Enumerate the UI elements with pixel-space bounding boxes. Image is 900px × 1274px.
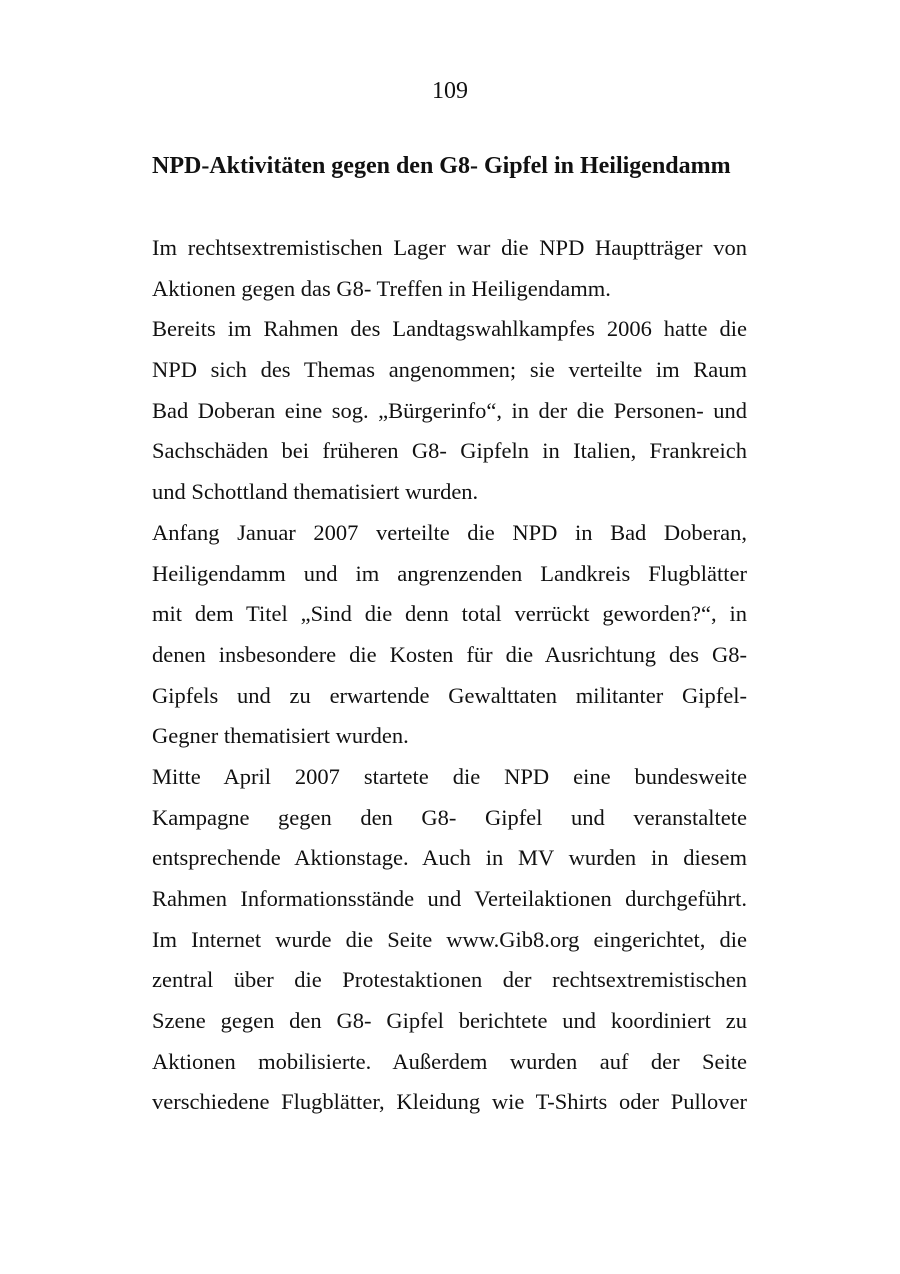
body-line: Anfang Januar 2007 verteilte die NPD in Bad Doberan, <box>152 519 747 545</box>
body-line: Aktionen gegen das G8- Treffen in Heiligendamm. <box>152 275 611 301</box>
body-line: NPD sich des Themas angenommen; sie verteilte im Raum <box>152 357 747 383</box>
body-line: zentral über die Protestaktionen der rechtsextremistischen <box>152 967 747 993</box>
body-line: Gipfels und zu erwartende Gewalttaten militanter Gipfel- <box>152 682 747 708</box>
body-text <box>152 228 747 1123</box>
body-line: und Schottland thematisiert wurden. <box>152 479 479 505</box>
body-line: Bad Doberan eine sog. „Bürgerinfo“, in der die Personen- und <box>152 397 747 423</box>
body-line: Im Internet wurde die Seite www.Gib8.org eingerichtet, die <box>152 926 747 952</box>
page-number: 109 <box>432 78 468 104</box>
body-line: Sachschäden bei früheren G8- Gipfeln in Italien, Frankreich <box>152 438 747 464</box>
body-line: Aktionen mobilisierte. Außerdem wurden auf der Seite <box>152 1048 747 1074</box>
body-line: Rahmen Informationsstände und Verteilaktionen durchgeführt. <box>152 886 747 911</box>
body-line: Heiligendamm und im angrenzenden Landkreis Flugblätter <box>152 560 747 586</box>
body-line: entsprechende Aktionstage. Auch in MV wurden in diesem <box>152 845 747 871</box>
body-line: Gegner thematisiert wurden. <box>152 723 409 749</box>
body-line: Kampagne gegen den G8- Gipfel und veranstaltete <box>152 804 747 830</box>
body-line: mit dem Titel „Sind die denn total verrückt geworden?“, in <box>152 601 747 627</box>
section-heading: NPD-Aktivitäten gegen den G8- Gipfel in Heiligendamm <box>152 153 731 179</box>
body-line: denen insbesondere die Kosten für die Ausrichtung des G8- <box>152 641 747 667</box>
body-line: verschiedene Flugblätter, Kleidung wie T-Shirts oder Pullover <box>152 1089 747 1115</box>
body-line: Im rechtsextremistischen Lager war die NPD Hauptträger von <box>152 235 747 260</box>
body-line: Szene gegen den G8- Gipfel berichtete und koordiniert zu <box>152 1008 747 1034</box>
body-line: Mitte April 2007 startete die NPD eine bundesweite <box>152 763 747 789</box>
body-line: Bereits im Rahmen des Landtagswahlkampfes 2006 hatte die <box>152 316 747 342</box>
